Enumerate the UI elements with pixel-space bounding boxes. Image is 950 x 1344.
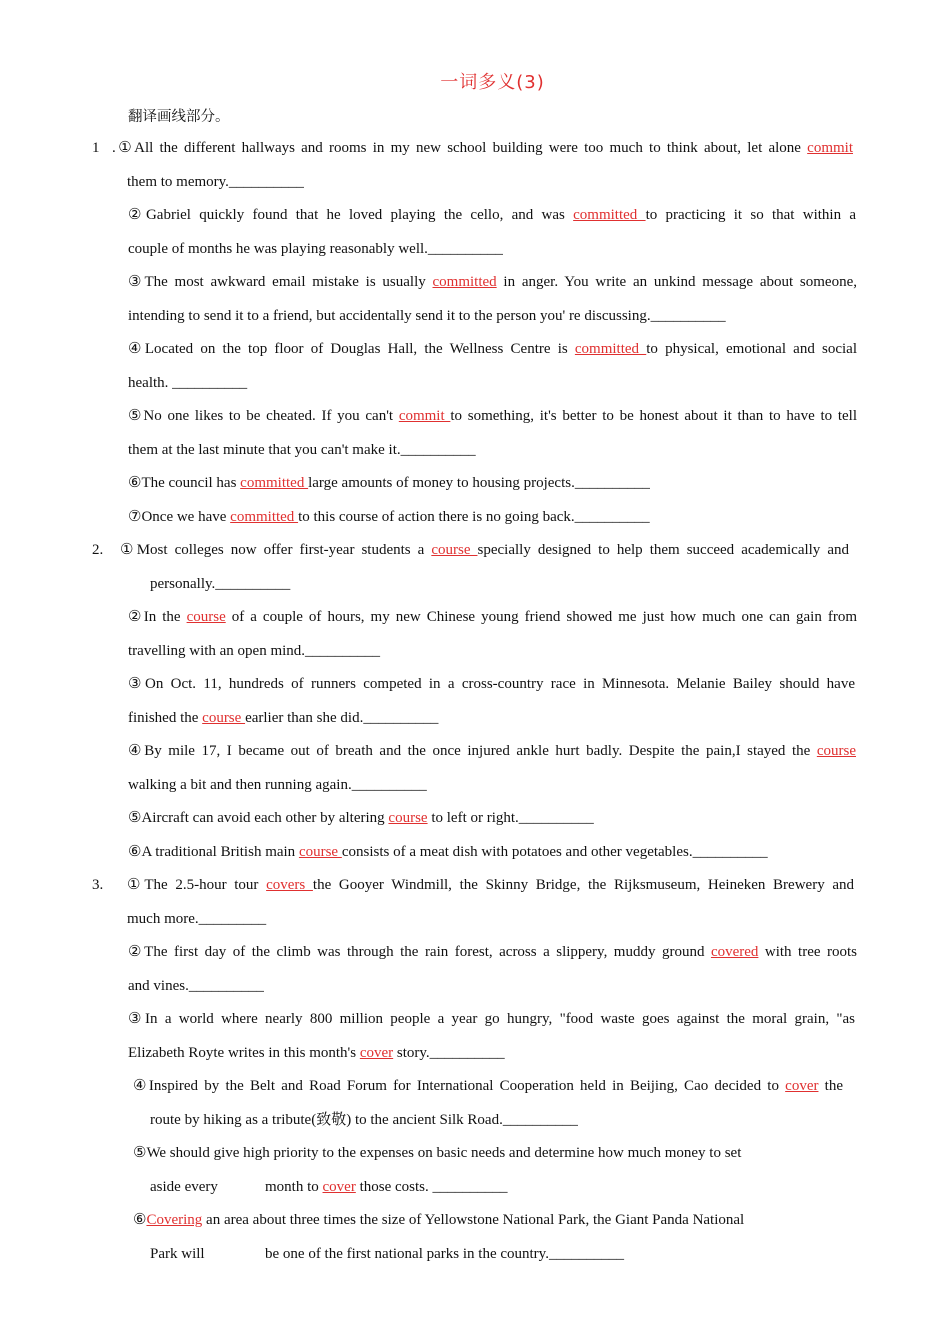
- page-title: 一词多义(3): [440, 72, 545, 93]
- sentence-line: walking a bit and then running again.__________: [128, 777, 427, 793]
- sentence-line: much more._________: [127, 911, 267, 927]
- keyword: course: [388, 810, 428, 826]
- sentence-line: ③The most awkward email mistake is usually committed in anger. You write an unkind message about someone,: [128, 274, 857, 290]
- sentence-line: be one of the first national parks in the country.__________: [265, 1246, 624, 1262]
- sentence-line: ②Gabriel quickly found that he loved playing the cello, and was committed to practicing it so that within a: [128, 207, 857, 223]
- keyword: committed: [432, 274, 497, 290]
- sentence-line: ⑥A traditional British main course consists of a meat dish with potatoes and other vegetables.__________: [128, 844, 768, 860]
- keyword: commit: [398, 408, 451, 424]
- keyword: cover: [322, 1179, 356, 1195]
- sentence-line: ④Located on the top floor of Douglas Hall, the Wellness Centre is committed to physical, emotional and social: [128, 341, 857, 357]
- sentence-line: route by hiking as a tribute(致敬) to the ancient Silk Road.__________: [150, 1112, 578, 1128]
- keyword: committed: [574, 341, 647, 357]
- sentence-line: Elizabeth Royte writes in this month's cover story.__________: [128, 1045, 505, 1061]
- sentence-line: ⑤No one likes to be cheated. If you can't commit to something, it's better to be honest about it than to have to tell: [128, 408, 857, 424]
- keyword: course: [298, 844, 342, 860]
- keyword: cover: [785, 1078, 819, 1094]
- sentence-line: intending to send it to a friend, but accidentally send it to the person you' re discussing.__________: [128, 308, 726, 324]
- sentence-line: aside every: [150, 1179, 218, 1195]
- sentence-line: them to memory.__________: [127, 174, 304, 190]
- sentence-line: ③On Oct. 11, hundreds of runners competed in a cross-country race in Minnesota. Melanie Bailey should have: [128, 676, 855, 692]
- keyword: committed: [230, 509, 299, 525]
- question-number: 3.: [92, 877, 104, 893]
- sentence-line: ⑥The council has committed large amounts of money to housing projects.__________: [128, 475, 650, 491]
- sentence-line: Park will: [150, 1246, 205, 1262]
- keyword: Covering: [146, 1212, 203, 1228]
- sentence-line: ①Most colleges now offer first-year students a course specially designed to help them succeed academically and: [120, 542, 849, 558]
- sentence-line: ⑦Once we have committed to this course of action there is no going back.__________: [128, 509, 650, 525]
- sentence-line: couple of months he was playing reasonably well.__________: [128, 241, 503, 257]
- sentence-line: travelling with an open mind.__________: [128, 643, 381, 659]
- keyword: course: [431, 542, 478, 558]
- sentence-line: and vines.__________: [128, 978, 264, 994]
- sentence-line: ⑥Covering an area about three times the size of Yellowstone National Park, the Giant Panda National: [133, 1212, 745, 1228]
- keyword: committed: [240, 475, 309, 491]
- sentence-line: .①All the different hallways and rooms in my new school building were too much to think about, let alone commit: [112, 140, 853, 156]
- keyword: covers: [266, 877, 313, 893]
- sentence-line: personally.__________: [150, 576, 291, 592]
- sentence-line: ④By mile 17, I became out of breath and the once injured ankle hurt badly. Despite the pain,I stayed the course: [128, 743, 856, 759]
- sentence-line: month to cover those costs. __________: [265, 1179, 508, 1195]
- question-number: 2.: [92, 542, 104, 558]
- keyword: covered: [710, 944, 759, 960]
- sentence-line: health. __________: [128, 375, 248, 391]
- sentence-line: ①The 2.5-hour tour covers the Gooyer Windmill, the Skinny Bridge, the Rijksmuseum, Heineken Brewery and: [127, 877, 855, 893]
- keyword: commit: [807, 140, 853, 156]
- keyword: course: [186, 609, 226, 625]
- sentence-line: ⑤We should give high priority to the expenses on basic needs and determine how much money to set: [133, 1145, 742, 1161]
- keyword: committed: [573, 207, 646, 223]
- question-number: 1: [92, 140, 100, 156]
- sentence-line: ②The first day of the climb was through the rain forest, across a slippery, muddy ground covered with tree roots: [128, 944, 857, 960]
- keyword: cover: [359, 1045, 394, 1061]
- sentence-line: ④Inspired by the Belt and Road Forum for International Cooperation held in Beijing, Cao decided to cover the: [133, 1078, 843, 1094]
- keyword: course: [816, 743, 856, 759]
- sentence-line: them at the last minute that you can't make it.__________: [128, 442, 476, 458]
- instruction: 翻译画线部分。: [128, 109, 230, 125]
- sentence-line: finished the course earlier than she did.__________: [128, 710, 439, 726]
- sentence-line: ⑤Aircraft can avoid each other by altering course to left or right.__________: [128, 810, 594, 826]
- keyword: course: [202, 710, 246, 726]
- sentence-line: ③In a world where nearly 800 million people a year go hungry, "food waste goes against the moral grain, "as: [128, 1011, 855, 1027]
- sentence-line: ②In the course of a couple of hours, my new Chinese young friend showed me just how much one can gain from: [128, 609, 857, 625]
